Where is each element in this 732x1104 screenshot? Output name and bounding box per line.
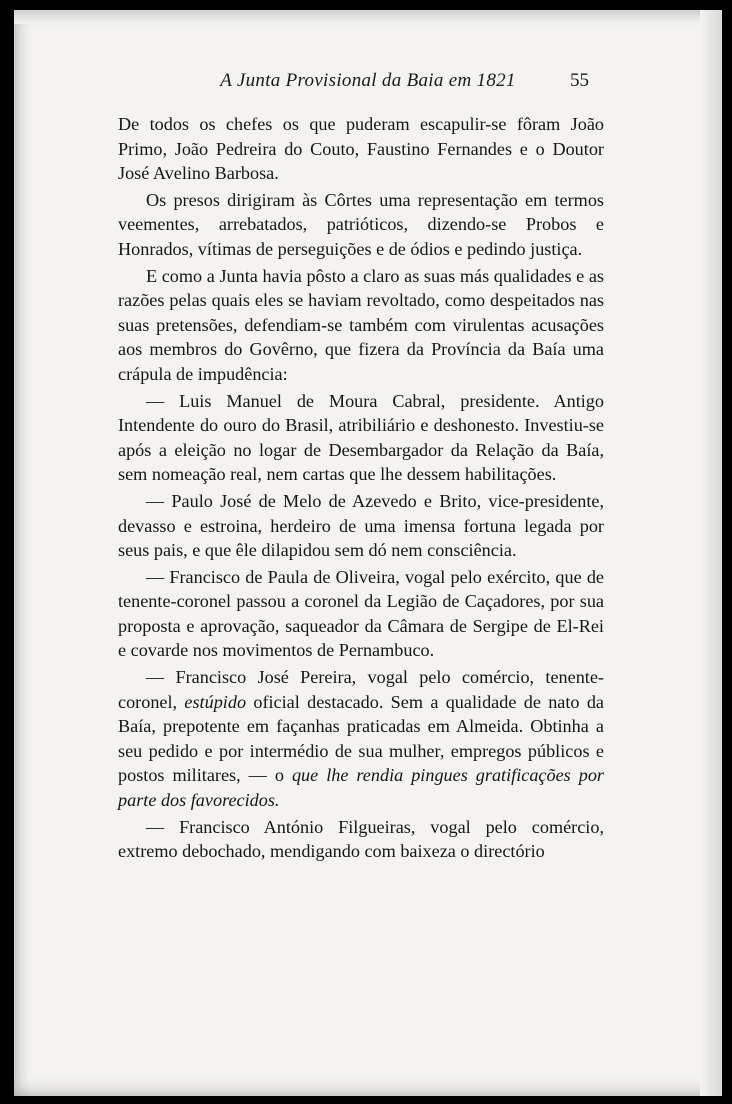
page-number: 55: [570, 70, 589, 91]
scan-shadow-top: [14, 10, 722, 24]
paragraph-2: [118, 188, 604, 262]
paragraph-7: [118, 665, 604, 813]
paragraph-7-italic-b: que lhe rendia pingues gratificações por parte dos favorecidos.: [118, 765, 604, 811]
paragraph-6: — Francisco de Paula de Oliveira, vogal pelo exército, que de tenente-coronel passou a coronel da Legião de Caçadores, por sua proposta e aprovação, saqueador da Câmara de Sergipe de El-Rei e covarde nos movimentos de Pernambuco.: [118, 566, 604, 661]
paragraph-4: — Luis Manuel de Moura Cabral, presidente. Antigo Intendente do ouro do Brasil, atribiliário e deshonesto. Investiu-se após a eleição no logar de Desembargador da Relação da Baía, sem nomeação real, nem cartas que lhe dessem habilitações.: [118, 390, 604, 485]
paragraph-7-text-b: oficial destacado. Sem a qualidade de nato da Baía, prepotente em façanhas praticadas em Almeida. Obtinha a seu pedido e por intermédio de sua mulher, empregos públicos e postos militares, — o: [118, 691, 604, 786]
paragraph-1: De todos os chefes os que puderam escapulir-se fôram João Primo, João Pedreira do Couto, Faustino Fernandes e o Doutor José Avelino Barbosa.: [118, 114, 604, 184]
paragraph-7-italic-a: estúpido: [184, 691, 247, 712]
scan-shadow-right: [700, 10, 722, 1096]
running-title: A Junta Provisional da Baia em 1821: [220, 70, 516, 91]
body-text: [118, 112, 604, 866]
paragraph-2-text: Os presos dirigiram às Côrtes uma representação em termos veementes, arrebatados, patrióticos, dizendo-se Probos e Honrados, vítimas de perseguições e de ódios e pedindo justiça.: [118, 189, 604, 259]
paragraph-7-text-a: — Francisco José Pereira, vogal pelo comércio, tenente-coronel,: [118, 667, 604, 712]
page-header: [14, 70, 722, 100]
paragraph-8: — Francisco António Filgueiras, vogal pelo comércio, extremo debochado, mendigando com baixeza o directório: [118, 816, 604, 862]
paragraph-3: E como a Junta havia pôsto a claro as suas más qualidades e as razões pelas quais eles se haviam revoltado, como despeitados nas suas pretensões, defendiam-se também com virulentas acusações aos membros do Govêrno, que fizera da Província da Baía uma crápula de impudência:: [118, 265, 604, 384]
scanned-page: [14, 10, 722, 1096]
paragraph-5: — Paulo José de Melo de Azevedo e Brito, vice-presidente, devasso e estroina, herdeiro de uma imensa fortuna legada por seus pais, e que êle dilapidou sem dó nem consciência.: [118, 490, 604, 561]
